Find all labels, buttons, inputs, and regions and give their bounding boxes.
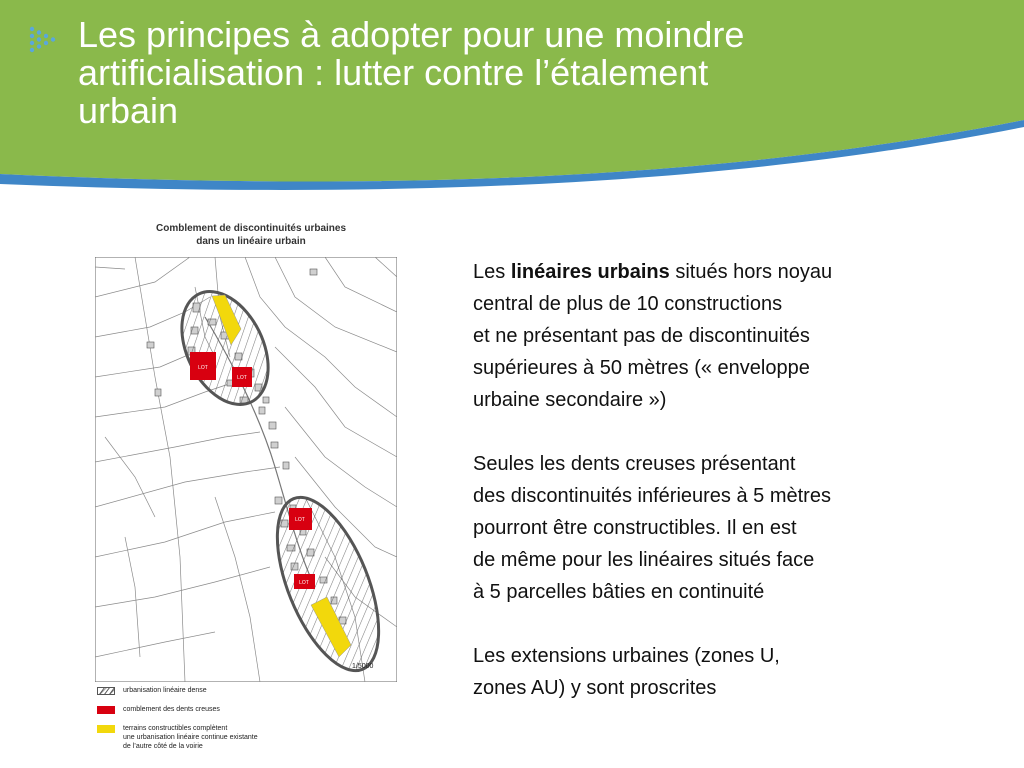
body-text [473,256,1003,736]
infill-plot [232,367,252,387]
infill-plot [294,574,315,589]
legend-swatch-hatch [97,687,115,695]
dotted-arrow-bullet-icon [28,26,64,54]
legend-label: comblement des dents creuses [123,706,220,713]
paragraph-gaps: Seules les dents creuses présentant des discontinuités inférieures à 5 mètres pourront être constructibles. Il en est de même pour les linéaires situés face à 5 parcelles bâties en continuité [473,453,831,603]
figure-caption-line2: dans un linéaire urbain [196,236,306,247]
infill-plot [190,352,216,380]
legend-label: urbanisation linéaire dense [123,687,207,694]
lot-label: LOT [198,365,208,371]
infill-plot [289,508,312,530]
p1-before: Les [473,261,511,283]
map-figure [85,212,415,757]
map-scale: 1/5000 [352,663,374,670]
legend-swatch-yellow [97,725,115,733]
p1-bold-term: linéaires urbains [510,261,670,283]
lot-label: LOT [299,580,309,586]
lot-label: LOT [237,375,247,381]
legend-swatch-red [97,706,115,714]
paragraph-extensions: Les extensions urbaines (zones U, zones AU) y sont proscrites [473,645,780,699]
cadastral-map [95,257,397,682]
p1-after: situés hors noyau central de plus de 10 constructions et ne présentant pas de discontinuités supérieures à 50 mètres (« enveloppe urbaine secondaire ») [473,261,833,411]
legend-label: terrains constructibles complètent une urbanisation linéaire continue existante de l’autre côté de la voirie [123,725,258,750]
slide-title: Les principes à adopter pour une moindre artificialisation : lutter contre l’étalement urbain [78,14,745,131]
paragraph-linear-urban [473,256,1003,416]
lot-label: LOT [295,517,305,523]
figure-caption-line1: Comblement de discontinuités urbaines [155,223,347,234]
